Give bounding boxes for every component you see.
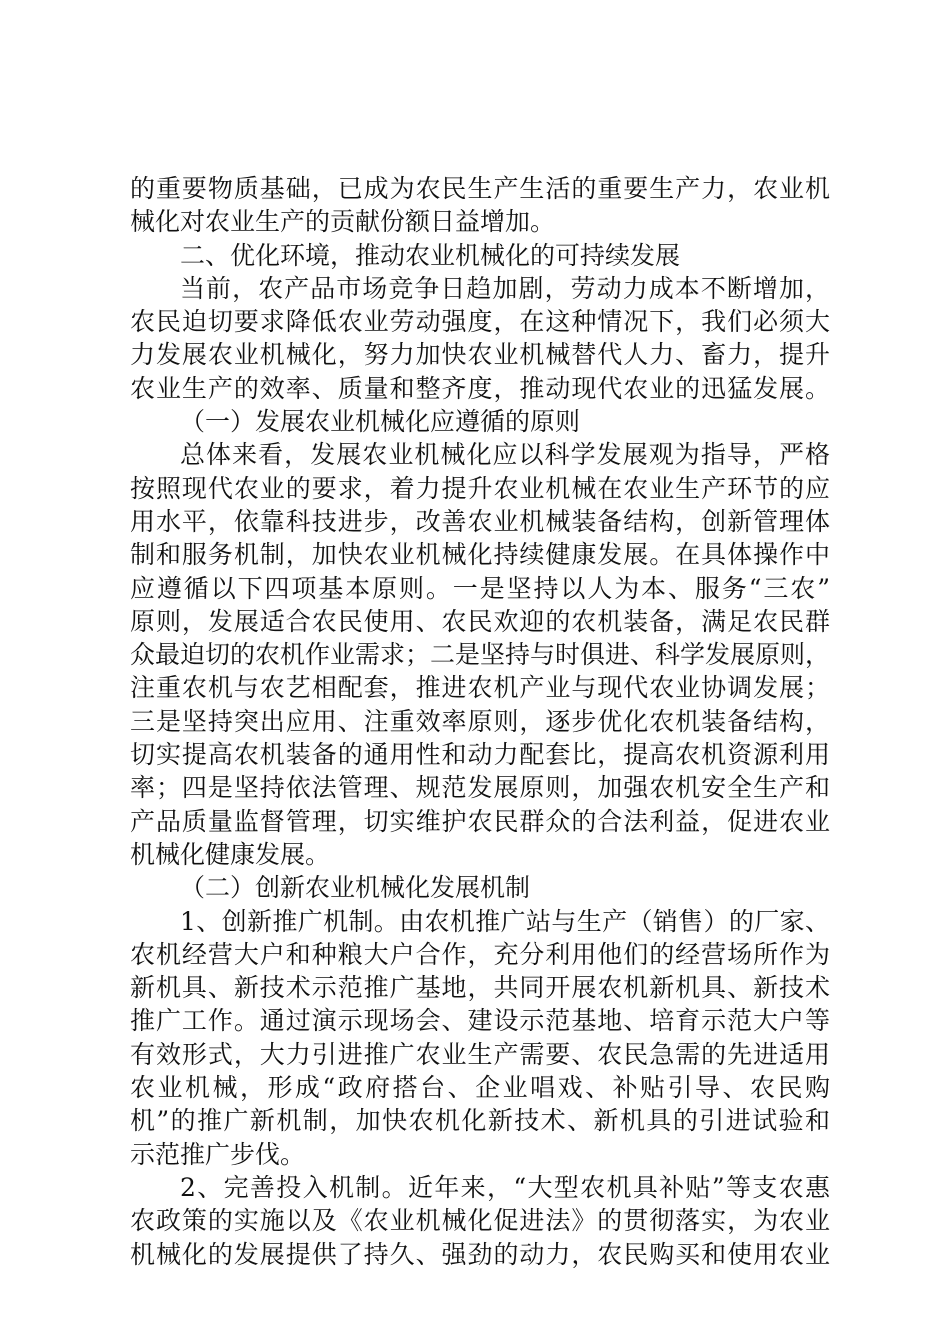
text-line: 制和服务机制，加快农业机械化持续健康发展。在具体操作中 [130, 540, 830, 570]
text-line: 切实提高农机装备的通用性和动力配套比，提高农机资源利用 [130, 740, 830, 770]
text-line: 2、完善投入机制。近年来，“大型农机具补贴”等支农惠 [180, 1172, 830, 1202]
text-line: 众最迫切的农机作业需求；二是坚持与时俱进、科学发展原则， [130, 640, 831, 670]
text-line: 农机经营大户和种粮大户合作，充分利用他们的经营场所作为 [130, 939, 830, 969]
text-line: 应遵循以下四项基本原则。一是坚持以人为本、服务“三农” [130, 573, 830, 603]
text-line: 农民迫切要求降低农业劳动强度，在这种情况下，我们必须大 [130, 307, 830, 337]
text-line: 用水平，依靠科技进步，改善农业机械装备结构，创新管理体 [130, 506, 830, 536]
text-line: 推广工作。通过演示现场会、建设示范基地、培育示范大户等 [130, 1006, 830, 1036]
subsection-heading: （二）创新农业机械化发展机制 [180, 873, 531, 903]
text-line: 有效形式，大力引进推广农业生产需要、农民急需的先进适用 [130, 1039, 830, 1069]
text-line: 当前，农产品市场竞争日趋加剧，劳动力成本不断增加， [180, 273, 830, 303]
text-line: 机械化健康发展。 [130, 839, 331, 869]
document-body [130, 172, 830, 1271]
text-line: 机”的推广新机制，加快农机化新技术、新机具的引进试验和 [130, 1106, 830, 1136]
text-line: 三是坚持突出应用、注重效率原则，逐步优化农机装备结构， [130, 706, 830, 736]
text-line: 原则，发展适合农民使用、农民欢迎的农机装备，满足农民群 [130, 606, 830, 636]
text-line: 1、创新推广机制。由农机推广站与生产（销售）的厂家、 [180, 906, 830, 936]
text-line: 按照现代农业的要求，着力提升农业机械在农业生产环节的应 [130, 473, 830, 503]
text-line: 总体来看，发展农业机械化应以科学发展观为指导，严格 [180, 440, 830, 470]
text-line: 注重农机与农艺相配套，推进农机产业与现代农业协调发展； [130, 673, 830, 703]
text-line: 示范推广步伐。 [130, 1139, 306, 1169]
text-line: 农业机械，形成“政府搭台、企业唱戏、补贴引导、农民购 [130, 1073, 830, 1103]
subsection-heading: （一）发展农业机械化应遵循的原则 [180, 407, 581, 437]
text-line: 机械化的发展提供了持久、强劲的动力，农民购买和使用农业 [130, 1239, 830, 1269]
section-heading: 二、优化环境，推动农业机械化的可持续发展 [180, 240, 681, 270]
text-line: 的重要物质基础，已成为农民生产生活的重要生产力，农业机 [130, 174, 830, 203]
text-line: 率；四是坚持依法管理、规范发展原则，加强农机安全生产和 [130, 773, 830, 803]
text-line: 农政策的实施以及《农业机械化促进法》的贯彻落实，为农业 [130, 1206, 830, 1236]
text-line: 新机具、新技术示范推广基地，共同开展农机新机具、新技术 [130, 973, 830, 1003]
text-line: 产品质量监督管理，切实维护农民群众的合法利益，促进农业 [130, 806, 830, 836]
text-line: 农业生产的效率、质量和整齐度，推动现代农业的迅猛发展。 [130, 373, 830, 403]
text-line: 力发展农业机械化，努力加快农业机械替代人力、畜力，提升 [130, 340, 830, 370]
text-line: 械化对农业生产的贡献份额日益增加。 [130, 207, 556, 237]
